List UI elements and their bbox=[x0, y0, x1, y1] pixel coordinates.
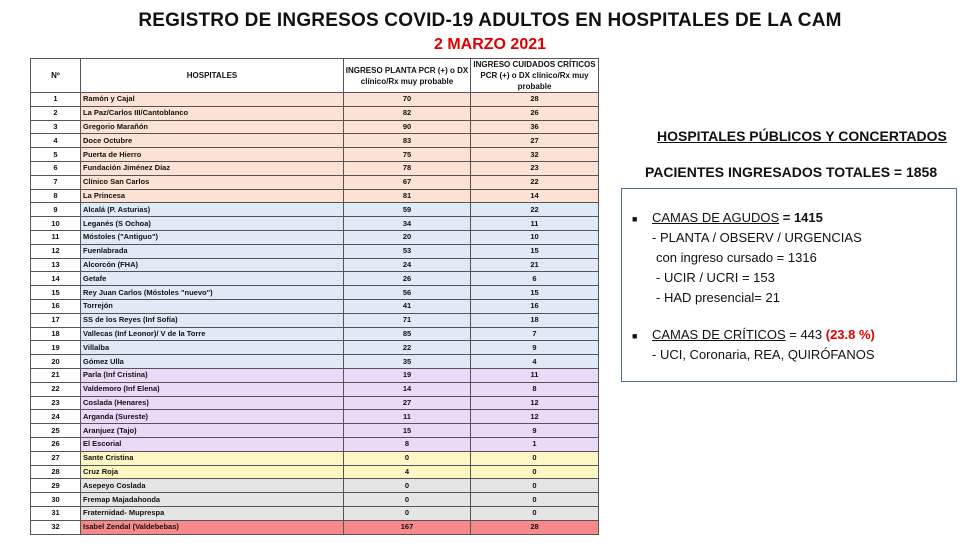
table-row bbox=[31, 148, 599, 162]
table-row bbox=[31, 424, 599, 438]
bullet-icon: ■ bbox=[632, 331, 638, 341]
hospital-name: Clínico San Carlos bbox=[81, 175, 344, 189]
row-number: 21 bbox=[31, 368, 81, 382]
table-row bbox=[31, 479, 599, 493]
row-number: 15 bbox=[31, 286, 81, 300]
hospital-name: Parla (Inf Cristina) bbox=[81, 368, 344, 382]
row-number: 2 bbox=[31, 106, 81, 120]
row-number: 7 bbox=[31, 175, 81, 189]
criticos-value: 28 bbox=[471, 520, 599, 534]
planta-value: 20 bbox=[344, 230, 471, 244]
row-number: 11 bbox=[31, 230, 81, 244]
table-row bbox=[31, 396, 599, 410]
page-title: REGISTRO DE INGRESOS COVID-19 ADULTOS EN HOSPITALES DE LA CAM bbox=[138, 10, 842, 31]
table-row bbox=[31, 217, 599, 231]
hospital-name: Aranjuez (Tajo) bbox=[81, 424, 344, 438]
criticos-value: 12 bbox=[471, 410, 599, 424]
criticos-percent: (23.8 %) bbox=[825, 327, 875, 342]
hospital-name: Puerta de Hierro bbox=[81, 148, 344, 162]
table-row bbox=[31, 382, 599, 396]
table-row bbox=[31, 299, 599, 313]
hospital-name: Getafe bbox=[81, 272, 344, 286]
row-number: 12 bbox=[31, 244, 81, 258]
criticos-value: 18 bbox=[471, 313, 599, 327]
table-row bbox=[31, 175, 599, 189]
criticos-value: 7 bbox=[471, 327, 599, 341]
table-row bbox=[31, 230, 599, 244]
planta-value: 53 bbox=[344, 244, 471, 258]
table-row bbox=[31, 134, 599, 148]
table-body bbox=[31, 93, 599, 535]
table-row bbox=[31, 506, 599, 520]
table-row bbox=[31, 520, 599, 534]
planta-value: 85 bbox=[344, 327, 471, 341]
criticos-value: 12 bbox=[471, 396, 599, 410]
table-row bbox=[31, 161, 599, 175]
planta-value: 0 bbox=[344, 506, 471, 520]
table-row bbox=[31, 272, 599, 286]
hospital-name: Sante Cristina bbox=[81, 451, 344, 465]
agudos-value: = 1415 bbox=[779, 210, 823, 225]
row-number: 1 bbox=[31, 93, 81, 107]
planta-value: 90 bbox=[344, 120, 471, 134]
hospital-name: Fuenlabrada bbox=[81, 244, 344, 258]
criticos-value: 0 bbox=[471, 493, 599, 507]
criticos-sub1: - UCI, Coronaria, REA, QUIRÓFANOS bbox=[652, 347, 875, 362]
row-number: 23 bbox=[31, 396, 81, 410]
criticos-line bbox=[652, 327, 875, 342]
row-number: 20 bbox=[31, 355, 81, 369]
summary-total: PACIENTES INGRESADOS TOTALES = 1858 bbox=[645, 164, 938, 180]
criticos-value: 21 bbox=[471, 258, 599, 272]
planta-value: 56 bbox=[344, 286, 471, 300]
planta-value: 59 bbox=[344, 203, 471, 217]
table-row bbox=[31, 258, 599, 272]
col-header-hospital: HOSPITALES bbox=[81, 59, 344, 93]
planta-value: 0 bbox=[344, 493, 471, 507]
criticos-label: CAMAS DE CRÍTICOS bbox=[652, 327, 786, 342]
table-row bbox=[31, 286, 599, 300]
row-number: 28 bbox=[31, 465, 81, 479]
hospital-name: Fundación Jiménez Díaz bbox=[81, 161, 344, 175]
row-number: 27 bbox=[31, 451, 81, 465]
table-row bbox=[31, 465, 599, 479]
hospital-name: Asepeyo Coslada bbox=[81, 479, 344, 493]
criticos-value: 0 bbox=[471, 451, 599, 465]
row-number: 10 bbox=[31, 217, 81, 231]
hospital-name: Valdemoro (Inf Elena) bbox=[81, 382, 344, 396]
criticos-value: 14 bbox=[471, 189, 599, 203]
row-number: 32 bbox=[31, 520, 81, 534]
criticos-value: = 443 bbox=[785, 327, 826, 342]
row-number: 30 bbox=[31, 493, 81, 507]
planta-value: 15 bbox=[344, 424, 471, 438]
criticos-value: 0 bbox=[471, 465, 599, 479]
table-row bbox=[31, 313, 599, 327]
agudos-sub1: - PLANTA / OBSERV / URGENCIAS bbox=[652, 230, 862, 245]
beds-summary-box bbox=[621, 188, 957, 382]
hospital-name: Fremap Majadahonda bbox=[81, 493, 344, 507]
criticos-value: 26 bbox=[471, 106, 599, 120]
row-number: 13 bbox=[31, 258, 81, 272]
row-number: 19 bbox=[31, 341, 81, 355]
agudos-sub4: - HAD presencial= 21 bbox=[656, 290, 780, 305]
table-row bbox=[31, 368, 599, 382]
planta-value: 14 bbox=[344, 382, 471, 396]
planta-value: 0 bbox=[344, 479, 471, 493]
table-header-row bbox=[31, 59, 599, 93]
criticos-value: 9 bbox=[471, 424, 599, 438]
summary-heading: HOSPITALES PÚBLICOS Y CONCERTADOS bbox=[657, 128, 947, 144]
report-date: 2 MARZO 2021 bbox=[433, 36, 547, 53]
table-row bbox=[31, 355, 599, 369]
planta-value: 19 bbox=[344, 368, 471, 382]
criticos-value: 27 bbox=[471, 134, 599, 148]
planta-value: 67 bbox=[344, 175, 471, 189]
hospital-name: Gómez Ulla bbox=[81, 355, 344, 369]
row-number: 6 bbox=[31, 161, 81, 175]
criticos-value: 9 bbox=[471, 341, 599, 355]
table-row bbox=[31, 93, 599, 107]
criticos-value: 1 bbox=[471, 437, 599, 451]
criticos-value: 22 bbox=[471, 203, 599, 217]
row-number: 31 bbox=[31, 506, 81, 520]
criticos-value: 11 bbox=[471, 217, 599, 231]
col-header-num: Nº bbox=[31, 59, 81, 93]
planta-value: 81 bbox=[344, 189, 471, 203]
table-row bbox=[31, 203, 599, 217]
criticos-value: 23 bbox=[471, 161, 599, 175]
hospital-name: SS de los Reyes (Inf Sofía) bbox=[81, 313, 344, 327]
row-number: 29 bbox=[31, 479, 81, 493]
criticos-value: 15 bbox=[471, 286, 599, 300]
col-header-criticos: INGRESO CUIDADOS CRÍTICOS PCR (+) o DX clínico/Rx muy probable bbox=[471, 59, 599, 93]
table-row bbox=[31, 106, 599, 120]
table-row bbox=[31, 327, 599, 341]
hospital-name: Alcalá (P. Asturias) bbox=[81, 203, 344, 217]
criticos-value: 6 bbox=[471, 272, 599, 286]
table-row bbox=[31, 410, 599, 424]
planta-value: 75 bbox=[344, 148, 471, 162]
hospital-name: Coslada (Henares) bbox=[81, 396, 344, 410]
row-number: 3 bbox=[31, 120, 81, 134]
hospital-name: Fraternidad- Muprespa bbox=[81, 506, 344, 520]
hospital-admissions-table bbox=[30, 58, 599, 535]
criticos-value: 16 bbox=[471, 299, 599, 313]
table-row bbox=[31, 341, 599, 355]
agudos-label: CAMAS DE AGUDOS bbox=[652, 210, 780, 225]
table-row bbox=[31, 493, 599, 507]
table-row bbox=[31, 451, 599, 465]
planta-value: 26 bbox=[344, 272, 471, 286]
criticos-value: 0 bbox=[471, 506, 599, 520]
table-row bbox=[31, 120, 599, 134]
agudos-sub2: con ingreso cursado = 1316 bbox=[656, 250, 817, 265]
row-number: 17 bbox=[31, 313, 81, 327]
table-row bbox=[31, 189, 599, 203]
planta-value: 35 bbox=[344, 355, 471, 369]
row-number: 18 bbox=[31, 327, 81, 341]
agudos-line bbox=[652, 210, 823, 225]
criticos-value: 10 bbox=[471, 230, 599, 244]
row-number: 14 bbox=[31, 272, 81, 286]
hospital-name: Ramón y Cajal bbox=[81, 93, 344, 107]
planta-value: 27 bbox=[344, 396, 471, 410]
hospital-name: La Paz/Carlos III/Cantoblanco bbox=[81, 106, 344, 120]
criticos-value: 11 bbox=[471, 368, 599, 382]
hospital-name: Móstoles ("Antiguo") bbox=[81, 230, 344, 244]
table-row bbox=[31, 244, 599, 258]
planta-value: 4 bbox=[344, 465, 471, 479]
planta-value: 24 bbox=[344, 258, 471, 272]
agudos-sub3: - UCIR / UCRI = 153 bbox=[656, 270, 775, 285]
hospital-name: Gregorio Marañón bbox=[81, 120, 344, 134]
hospital-name: Doce Octubre bbox=[81, 134, 344, 148]
planta-value: 8 bbox=[344, 437, 471, 451]
row-number: 9 bbox=[31, 203, 81, 217]
hospital-name: Vallecas (Inf Leonor)/ V de la Torre bbox=[81, 327, 344, 341]
table-row bbox=[31, 437, 599, 451]
planta-value: 22 bbox=[344, 341, 471, 355]
planta-value: 78 bbox=[344, 161, 471, 175]
row-number: 24 bbox=[31, 410, 81, 424]
row-number: 4 bbox=[31, 134, 81, 148]
criticos-value: 32 bbox=[471, 148, 599, 162]
criticos-value: 4 bbox=[471, 355, 599, 369]
planta-value: 41 bbox=[344, 299, 471, 313]
bullet-icon: ■ bbox=[632, 214, 638, 224]
planta-value: 34 bbox=[344, 217, 471, 231]
row-number: 26 bbox=[31, 437, 81, 451]
planta-value: 70 bbox=[344, 93, 471, 107]
criticos-value: 22 bbox=[471, 175, 599, 189]
hospital-name: Rey Juan Carlos (Móstoles "nuevo") bbox=[81, 286, 344, 300]
criticos-value: 8 bbox=[471, 382, 599, 396]
criticos-value: 36 bbox=[471, 120, 599, 134]
col-header-planta: INGRESO PLANTA PCR (+) o DX clínico/Rx muy probable bbox=[344, 59, 471, 93]
planta-value: 71 bbox=[344, 313, 471, 327]
hospital-name: Arganda (Sureste) bbox=[81, 410, 344, 424]
hospital-name: El Escorial bbox=[81, 437, 344, 451]
row-number: 16 bbox=[31, 299, 81, 313]
planta-value: 0 bbox=[344, 451, 471, 465]
hospital-name: La Princesa bbox=[81, 189, 344, 203]
row-number: 5 bbox=[31, 148, 81, 162]
hospital-name: Leganés (S Ochoa) bbox=[81, 217, 344, 231]
row-number: 22 bbox=[31, 382, 81, 396]
criticos-value: 15 bbox=[471, 244, 599, 258]
criticos-value: 28 bbox=[471, 93, 599, 107]
criticos-value: 0 bbox=[471, 479, 599, 493]
hospital-name: Isabel Zendal (Valdebebas) bbox=[81, 520, 344, 534]
planta-value: 11 bbox=[344, 410, 471, 424]
planta-value: 167 bbox=[344, 520, 471, 534]
hospital-name: Torrejón bbox=[81, 299, 344, 313]
planta-value: 82 bbox=[344, 106, 471, 120]
hospital-name: Cruz Roja bbox=[81, 465, 344, 479]
planta-value: 83 bbox=[344, 134, 471, 148]
row-number: 8 bbox=[31, 189, 81, 203]
hospital-name: Alcorcón (FHA) bbox=[81, 258, 344, 272]
hospital-name: Villalba bbox=[81, 341, 344, 355]
row-number: 25 bbox=[31, 424, 81, 438]
